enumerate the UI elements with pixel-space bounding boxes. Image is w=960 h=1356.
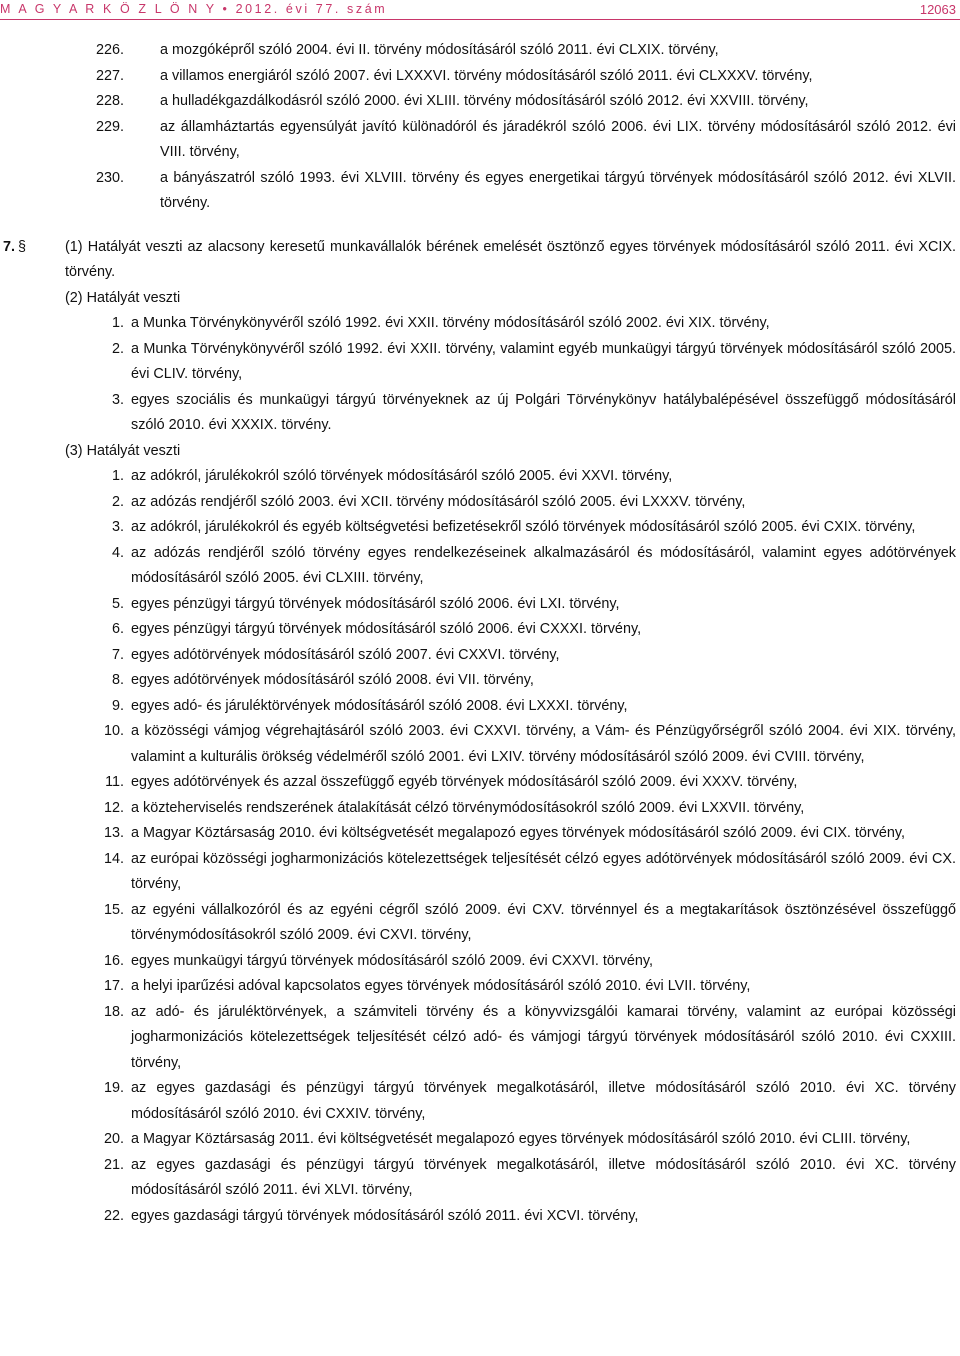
section-number: 7. [3,238,16,255]
item-text: a közteherviselés rendszerének átalakítását célzó törvénymódosításokról szóló 2009. évi LXXVII. törvény, [131,799,805,816]
item-text: az adó- és járuléktörvények, a számviteli törvény és a könyvvizsgálói kamarai törvény, valamint az európai közösségi jogharmonizációs kötelezettségek teljesítését célzó adó- és vámjogi tárgyú törvények módosításáról szóló 2010. évi CXXIII. törvény, [131,1003,956,1071]
page-header [0,0,960,22]
item-number: 1. [111,468,124,484]
item-number: 19. [103,1080,124,1096]
item-number: 1. [111,315,124,331]
list-item [0,115,960,166]
list-item [0,847,960,898]
item-text: a mozgóképről szóló 2004. évi II. törvény módosításáról szóló 2011. évi CLXIX. törvény, [160,42,719,58]
list-item [0,1204,960,1230]
item-text: az adókról, járulékokról szóló törvények módosításáról szóló 2005. évi XXVI. törvény, [131,468,673,484]
item-text: a helyi iparűzési adóval kapcsolatos egyes törvények módosításáról szóló 2010. évi LVII. törvény, [131,978,751,994]
list-item [0,898,960,949]
list-item [0,311,960,337]
item-text: egyes adótörvények módosításáról szóló 2007. évi CXXVI. törvény, [131,646,560,663]
item-number: 227. [96,67,125,84]
pre-items-list [0,38,960,217]
item-number: 3. [111,391,124,408]
list-item [0,974,960,1000]
list-item [0,821,960,847]
list-item [0,1000,960,1077]
item-number: 22. [103,1207,124,1224]
list-item [0,770,960,796]
item-number: 229. [96,118,125,135]
paragraph-text: (1) Hatályát veszti az alacsony keresetű munkavállalók bérének emelését ösztönző egyes törvények módosításáról szóló 2011. évi XCIX. törvény. [65,238,956,280]
page-number: 12063 [919,2,956,17]
item-number: 7. [111,646,124,663]
list-item [0,464,960,490]
item-text: egyes adó- és járuléktörvények módosításáról szóló 2008. évi LXXXI. törvény, [131,697,628,714]
item-text: az adókról, járulékokról és egyéb költségvetési befizetésekről szóló törvények módosításáról szóló 2005. évi CXIX. törvény, [131,519,916,535]
item-number: 18. [103,1003,124,1020]
list-item [0,796,960,822]
item-number: 9. [111,697,124,714]
item-text: az egyes gazdasági és pénzügyi tárgyú törvények megalkotásáról, illetve módosításáról szóló 2010. évi XC. törvény módosításáról szóló 2011. évi XLVI. törvény, [131,1156,956,1198]
paragraph-3-heading: (3) Hatályát veszti [65,442,181,459]
list-item [0,1127,960,1153]
item-text: az egyéni vállalkozóról és az egyéni cégről szóló 2009. évi CXV. törvénnyel és a megtakarítások ösztönzésével összefüggő törvénymódosításokról szóló 2009. évi CXVI. törvény, [131,901,956,943]
list-item [0,694,960,720]
item-text: az államháztartás egyensúlyát javító különadóról és járadékról szóló 2006. évi LIX. törvény módosításáról szóló 2012. évi VIII. törvény, [160,118,956,160]
list-item [0,38,960,64]
list-item [0,592,960,618]
item-text: egyes gazdasági tárgyú törvények módosításáról szóló 2011. évi XCVI. törvény, [131,1207,639,1224]
list-item [0,515,960,541]
list-item [0,337,960,388]
list-item [0,719,960,770]
list-item [0,64,960,90]
item-text: az európai közösségi jogharmonizációs kötelezettségek teljesítését célzó egyes adótörvények módosításáról szóló 2009. évi CX. törvény, [131,850,956,892]
item-text: egyes adótörvények módosításáról szóló 2008. évi VII. törvény, [131,672,534,688]
header-rule [0,19,960,20]
paragraph-2-list [0,311,960,439]
item-number: 3. [111,519,124,535]
item-text: a hulladékgazdálkodásról szóló 2000. évi XLIII. törvény módosításáról szóló 2012. évi XXVIII. törvény, [160,93,809,109]
item-number: 13. [103,825,124,841]
item-number: 226. [96,42,125,58]
document-body [0,38,960,1229]
item-number: 20. [103,1131,124,1147]
list-item [0,668,960,694]
item-text: a villamos energiáról szóló 2007. évi LXXXVI. törvény módosításáról szóló 2011. évi CLXXXV. törvény, [160,67,813,84]
item-text: egyes szociális és munkaügyi tárgyú törvényeknek az új Polgári Törvénykönyv hatálybalépésével összefüggő módosításáról szóló 2010. évi XXXIX. törvény. [131,391,956,433]
item-text: egyes adótörvények és azzal összefüggő egyéb törvények módosításáról szóló 2009. évi XXXV. törvény, [131,774,798,790]
item-text: a közösségi vámjog végrehajtásáról szóló 2003. évi CXXVI. törvény, a Vám- és Pénzügyőrségről szóló 2004. évi XIX. törvény, valamint a kulturális örökség védelméről szóló 2001. évi LXIV. törvény módosításáról szóló 2009. évi CVIII. törvény, [131,723,956,765]
item-number: 5. [111,595,124,612]
item-number: 6. [111,621,124,637]
list-item [0,89,960,115]
list-item [0,1153,960,1204]
item-number: 228. [96,93,125,109]
item-number: 14. [103,850,124,867]
item-number: 8. [111,672,124,688]
paragraph-3-list [0,464,960,1229]
item-number: 17. [103,978,124,994]
item-number: 4. [111,544,124,561]
section-symbol: § [18,238,27,255]
item-text: az egyes gazdasági és pénzügyi tárgyú törvények megalkotásáról, illetve módosításáról szóló 2010. évi XC. törvény módosításáról szóló 2010. évi CXXIV. törvény, [131,1080,956,1122]
list-item [0,490,960,516]
section-paragraph-1 [0,235,960,286]
item-text: egyes munkaügyi tárgyú törvények módosításáról szóló 2009. évi CXXVI. törvény, [131,952,654,969]
item-text: a bányászatról szóló 1993. évi XLVIII. törvény és egyes energetikai tárgyú törvények módosításáról szóló 2012. évi XLVII. törvény. [160,169,956,211]
item-number: 230. [96,169,125,186]
item-number: 15. [103,901,124,918]
item-text: az adózás rendjéről szóló 2003. évi XCII. törvény módosításáról szóló 2005. évi LXXXV. törvény, [131,493,746,510]
paragraph-2-heading: (2) Hatályát veszti [65,289,181,306]
list-item [0,643,960,669]
item-number: 12. [103,799,124,816]
list-item [0,617,960,643]
item-number: 2. [111,340,124,357]
item-text: a Munka Törvénykönyvéről szóló 1992. évi XXII. törvény módosításáról szóló 2002. évi XIX. törvény, [131,315,770,331]
item-number: 2. [111,493,124,510]
list-item [0,166,960,217]
list-item [0,388,960,439]
item-number: 10. [103,723,124,739]
list-item [0,949,960,975]
item-number: 21. [103,1156,124,1173]
item-text: egyes pénzügyi tárgyú törvények módosításáról szóló 2006. évi CXXXI. törvény, [131,621,642,637]
item-text: egyes pénzügyi tárgyú törvények módosításáról szóló 2006. évi LXI. törvény, [131,595,620,612]
item-number: 16. [103,952,124,969]
item-number: 11. [105,774,124,790]
item-text: a Magyar Köztársaság 2011. évi költségvetését megalapozó egyes törvények módosításáról szóló 2010. évi CLIII. törvény, [131,1131,911,1147]
journal-title: M A G Y A R K Ö Z L Ö N Y • 2012. évi 77. szám [0,2,388,16]
item-text: a Munka Törvénykönyvéről szóló 1992. évi XXII. törvény, valamint egyéb munkaügyi tárgyú törvények módosításáról szóló 2005. évi CLIV. törvény, [131,340,956,382]
spacer [0,217,960,235]
list-item [0,1076,960,1127]
item-text: az adózás rendjéről szóló törvény egyes rendelkezéseinek alkalmazásáról és módosításáról, valamint egyes adótörvények módosításáról szóló 2005. évi CLXIII. törvény, [131,544,956,586]
list-item [0,541,960,592]
item-text: a Magyar Köztársaság 2010. évi költségvetését megalapozó egyes törvények módosításáról szóló 2009. évi CIX. törvény, [131,825,906,841]
